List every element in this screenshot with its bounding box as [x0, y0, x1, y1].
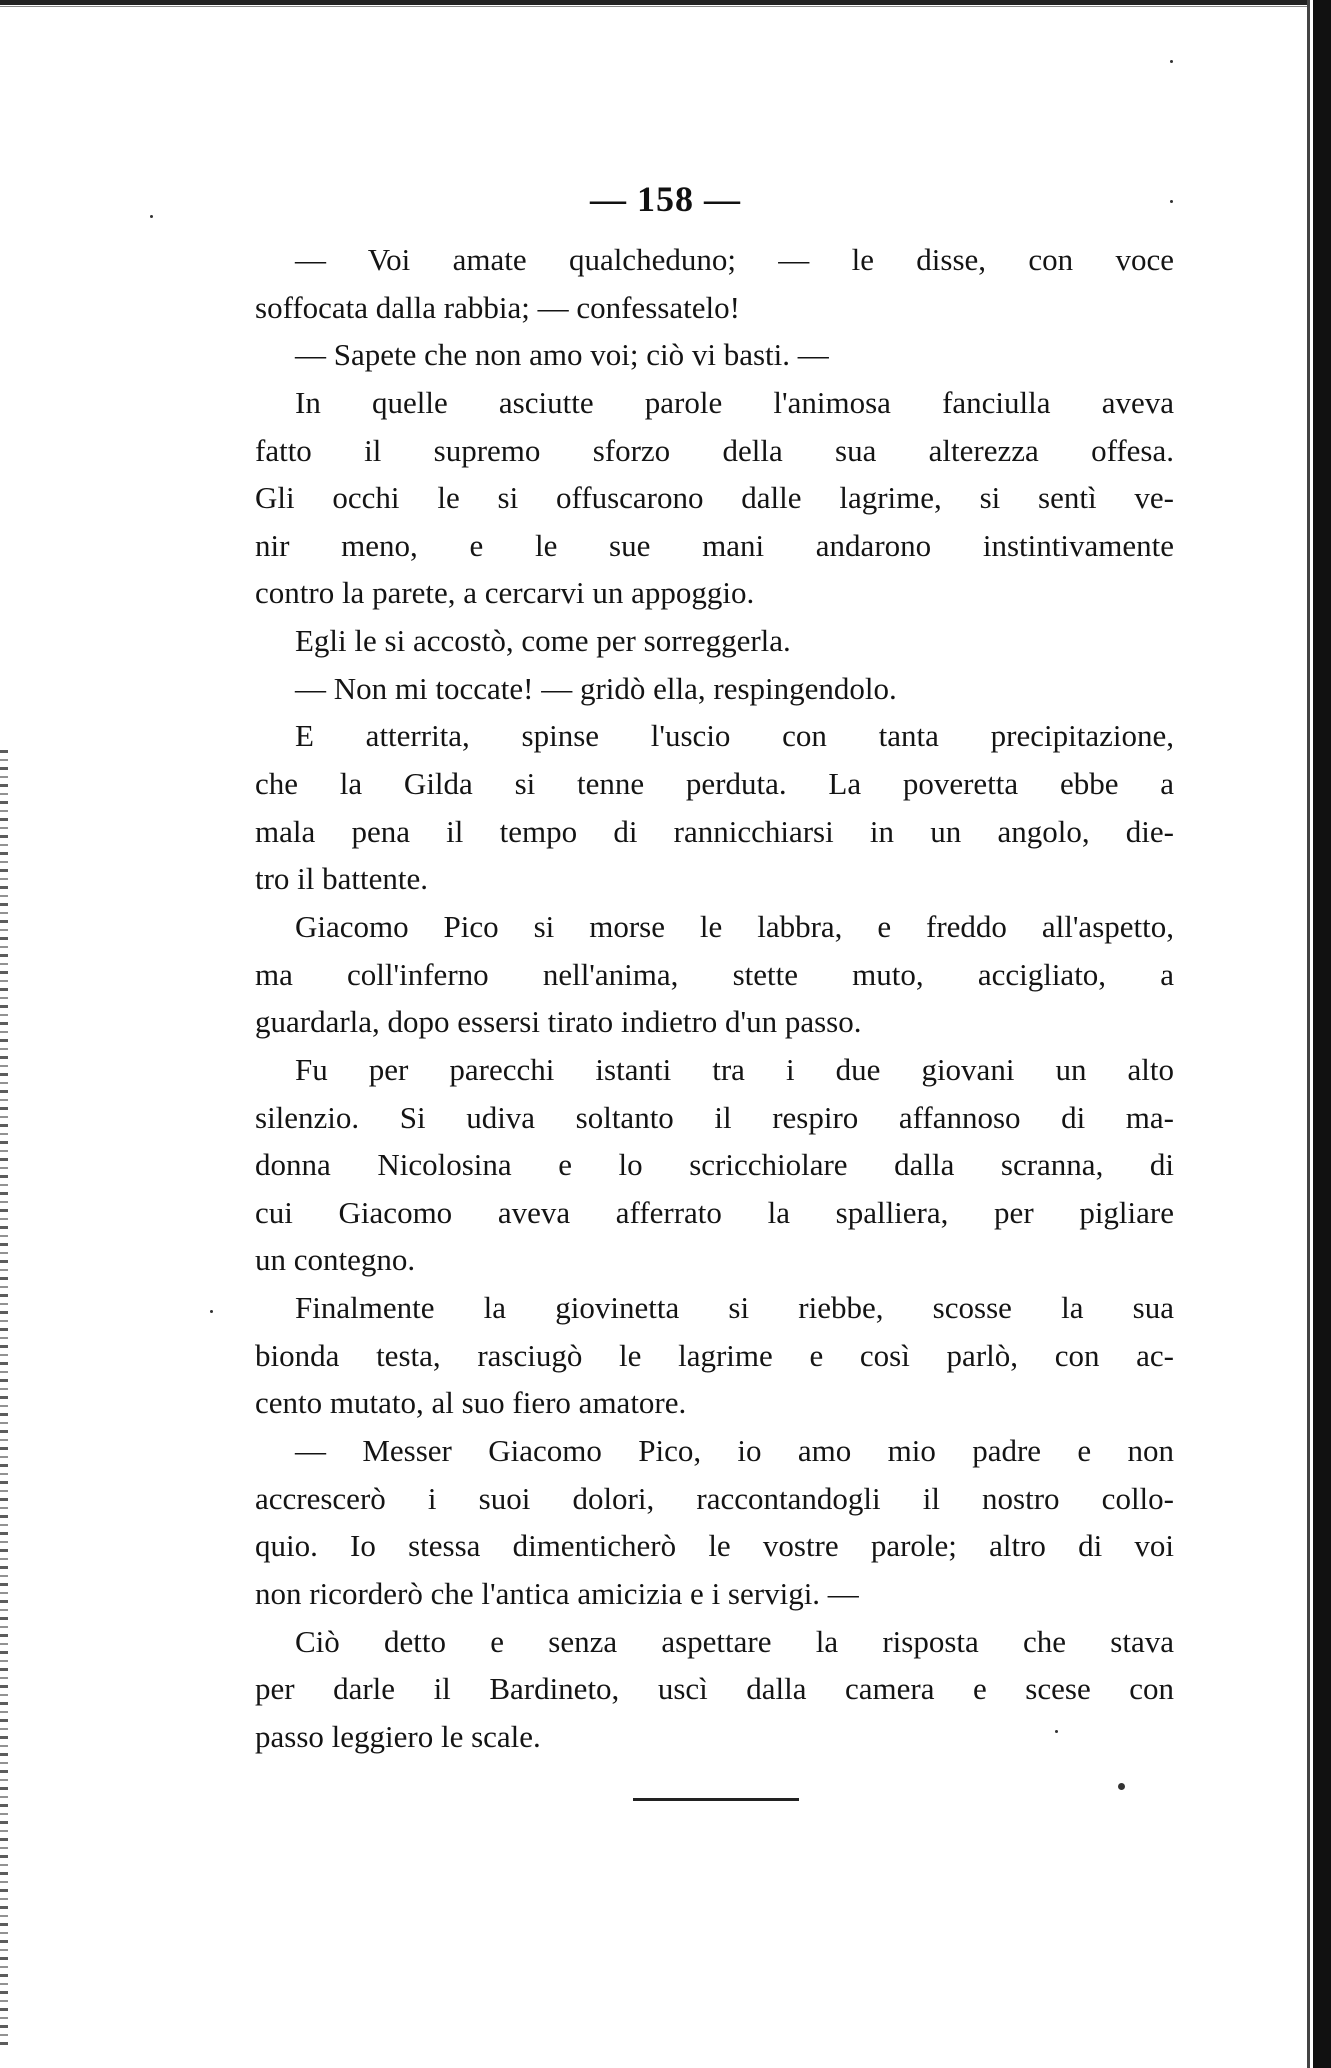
text-line: Fu per parecchi istanti tra i due giovani un alto: [295, 1051, 1174, 1087]
end-of-chapter-rule: [633, 1798, 799, 1801]
text-line: quio. Io stessa dimenticherò le vostre parole; altro di voi: [255, 1528, 1174, 1564]
text-line: cento mutato, al suo fiero amatore.: [255, 1385, 687, 1421]
text-line: nir meno, e le sue mani andarono instintivamente: [255, 527, 1174, 563]
ink-speck: [1170, 200, 1173, 203]
scan-top-border: [0, 0, 1310, 5]
text-line: bionda testa, rasciugò le lagrime e così parlò, con ac-: [255, 1337, 1174, 1373]
text-line: accrescerò i suoi dolori, raccontandogli il nostro collo-: [255, 1480, 1174, 1516]
text-line: Ciò detto e senza aspettare la risposta che stava: [295, 1623, 1174, 1659]
ink-speck: [150, 215, 153, 218]
text-line: ma coll'inferno nell'anima, stette muto, accigliato, a: [255, 956, 1174, 992]
text-line: contro la parete, a cercarvi un appoggio.: [255, 575, 755, 611]
text-line: silenzio. Si udiva soltanto il respiro affannoso di ma-: [255, 1099, 1174, 1135]
text-line: Giacomo Pico si morse le labbra, e freddo all'aspetto,: [295, 908, 1174, 944]
ink-speck: [210, 1310, 213, 1313]
text-line: cui Giacomo aveva afferrato la spalliera, per pigliare: [255, 1194, 1174, 1230]
text-line: che la Gilda si tenne perduta. La poveretta ebbe a: [255, 766, 1174, 802]
ink-speck: [1055, 1730, 1058, 1733]
text-line: E atterrita, spinse l'uscio con tanta precipitazione,: [295, 718, 1174, 754]
text-line: donna Nicolosina e lo scricchiolare dalla scranna, di: [255, 1147, 1174, 1183]
text-line: un contegno.: [255, 1242, 416, 1278]
text-line: mala pena il tempo di rannicchiarsi in un angolo, die-: [255, 813, 1174, 849]
text-line: Finalmente la giovinetta si riebbe, scosse la sua: [295, 1290, 1174, 1326]
text-line: passo leggiero le scale.: [255, 1718, 541, 1754]
text-line: Gli occhi le si offuscarono dalle lagrime, si sentì ve-: [255, 480, 1174, 516]
text-line: guardarla, dopo essersi tirato indietro d'un passo.: [255, 1004, 862, 1040]
scan-right-edge-line: [1307, 0, 1310, 2068]
scan-right-edge: [1313, 0, 1331, 2068]
text-line: per darle il Bardineto, uscì dalla camera e scese con: [255, 1671, 1174, 1707]
text-line: In quelle asciutte parole l'animosa fanciulla aveva: [295, 384, 1174, 420]
text-line: non ricorderò che l'antica amicizia e i servigi. —: [255, 1575, 859, 1611]
text-line: — Messer Giacomo Pico, io amo mio padre e non: [295, 1433, 1174, 1469]
text-line: — Non mi toccate! — gridò ella, respingendolo.: [295, 670, 897, 706]
text-line: soffocata dalla rabbia; — confessatelo!: [255, 289, 740, 325]
text-line: tro il battente.: [255, 861, 429, 897]
text-line: fatto il supremo sforzo della sua alterezza offesa.: [255, 432, 1174, 468]
text-line: — Sapete che non amo voi; ciò vi basti. —: [295, 337, 829, 373]
text-line: — Voi amate qualcheduno; — le disse, con voce: [295, 242, 1174, 277]
scan-left-edge-noise: [0, 750, 8, 2050]
page-number: — 158 —: [590, 179, 741, 219]
body-text: [255, 236, 1174, 1761]
scan-top-border-shadow: [0, 6, 1310, 7]
ink-speck: [1118, 1783, 1125, 1790]
ink-speck: [1170, 60, 1173, 63]
text-line: Egli le si accostò, come per sorreggerla.: [295, 623, 791, 659]
